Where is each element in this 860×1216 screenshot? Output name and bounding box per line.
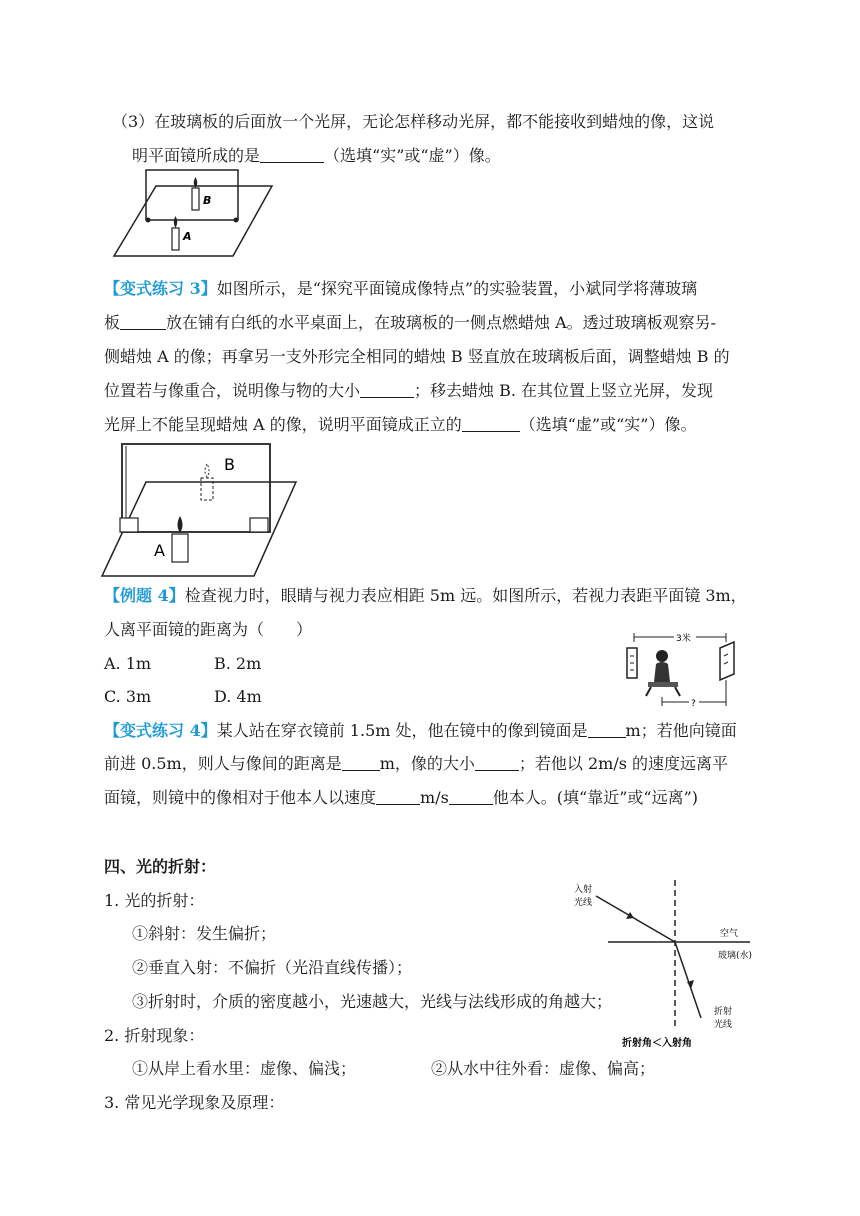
candle-b [192,188,199,210]
var4-text-3c: 他本人。(填“靠近”或“远离”) [492,788,699,807]
var3-text-2b: 放在铺有白纸的水平桌面上，在玻璃板的一侧点燃蜡烛 A。透过玻璃板观察另- [166,313,717,332]
q3-text-a: 明平面镜所成的是 [132,146,261,165]
ex4-option-a: A. 1m [104,654,152,673]
plate-stand-left [146,218,151,223]
q3-text-b: （选填“实”或“虚”）像。 [324,146,501,165]
stool-leg [646,687,651,696]
sec4-item1-1: ①斜射：发生偏折； [132,924,277,943]
sec4-item2: 2. 折射现象： [104,1026,205,1045]
stool-leg [675,687,680,696]
flame-b-image [205,464,209,477]
answer-blank [376,788,420,805]
stand-right [250,518,268,532]
ex4-option-d: D. 4m [214,687,262,706]
label-3m: 3米 [676,634,691,644]
section-title: 四、光的折射： [104,857,217,876]
var4-text-2c: ；若他以 2m/s 的速度远离平 [518,754,729,773]
sec4-item1-2: ②垂直入射：不偏折（光沿直线传播）； [132,958,413,977]
answer-blank [120,313,166,330]
var3-line3: 侧蜡烛 A 的像；再拿另一支外形完全相同的蜡烛 B 竖直放在玻璃板后面，调整蜡烛 B 的 [104,347,730,366]
var3-text-4b: ；移去蜡烛 B. 在其位置上竖立光屏，发现 [414,381,714,400]
refraction-figure [570,878,760,1050]
answer-blank [462,415,520,432]
answer-blank [588,721,626,738]
answer-blank [342,754,380,771]
ex4-tag: 【例题 4】 [104,586,185,605]
var4-line3 [104,786,698,810]
stand-left [120,518,138,532]
var3-text-4a: 位置若与像重合，说明像与物的大小 [104,381,361,400]
eye-test-figure [618,632,752,712]
refracted-ray [675,942,701,1018]
ex4-line2: 人离平面镜的距离为（ ） [104,620,313,639]
var4-text-1a: 某人站在穿衣镜前 1.5m 处，他在镜中的像到镜面是 [216,721,588,740]
incident-ray [596,896,675,942]
sec4-item1-3: ③折射时，介质的密度越小，光速越大，光线与法线形成的角越大； [132,992,613,1011]
incident-arrow [626,912,634,919]
label-incident-1: 入射 [574,885,593,895]
answer-blank [260,146,324,163]
var3-tag: 【变式练习 3】 [104,279,217,298]
answer-blank [449,788,493,805]
figure-caption: 折射角＜入射角 [622,1038,692,1049]
flame-a [174,216,178,228]
q3-line1: （3）在玻璃板的后面放一个光屏，无论怎样移动光屏，都不能接收到蜡烛的像，这说 [112,112,715,131]
var3-line4 [104,379,713,403]
label-b: B [224,455,235,474]
var4-text-3a: 面镜，则镜中的像相对于他本人以速度 [104,788,377,807]
candle-a [172,228,179,250]
sec4-item1: 1. 光的折射： [104,891,205,910]
label-incident-2: 光线 [574,898,593,908]
sec4-item3: 3. 常见光学现象及原理： [104,1093,285,1112]
var3-line5 [104,413,696,437]
mirror-experiment-figure-1 [112,166,274,262]
var3-text-5a: 光屏上不能呈现蜡烛 A 的像，说明平面镜成正立的 [104,415,462,434]
label-a: A [154,541,165,560]
answer-blank [475,754,519,771]
person-head [656,650,668,662]
label-refracted-2: 光线 [714,1020,733,1030]
var4-text-2a: 前进 0.5m，则人与像间的距离是 [104,754,342,773]
ex4-text: 检查视力时，眼睛与视力表应相距 5m 远。如图所示，若视力表距平面镜 3m， [184,586,747,605]
ex4-option-c: C. 3m [104,687,152,706]
q3-line2 [132,144,501,168]
var3-text: 如图所示，是“探究平面镜成像特点”的实验装置，小斌同学将薄玻璃 [216,279,698,298]
var4-tag: 【变式练习 4】 [104,721,217,740]
label-unknown: ? [691,699,696,709]
var3-text-2a: 板 [104,313,121,332]
var3-line2 [104,311,716,335]
ex4-option-b: B. 2m [214,654,262,673]
var3-line1 [104,277,697,301]
flame-a [178,516,183,533]
var4-line2 [104,752,728,776]
plate-stand-right [234,218,239,223]
var4-text-2b: m，像的大小 [379,754,475,773]
mirror-experiment-figure-2 [100,440,300,580]
var4-text-1b: m；若他向镜面 [625,721,737,740]
glass-plate [122,444,270,532]
label-refracted-1: 折射 [714,1007,733,1017]
sec4-item2-2: ②从水中往外看：虚像、偏高； [431,1059,656,1078]
sec4-item2-1: ①从岸上看水里：虚像、偏浅； [132,1059,357,1078]
plane-mirror [720,642,734,680]
label-glass: 玻璃(水) [718,951,753,961]
candle-a [172,534,188,562]
var4-text-3b: m/s [420,788,449,807]
answer-blank [360,381,414,398]
label-air: 空气 [720,929,739,939]
person-body [654,662,670,682]
stool [648,682,678,687]
label-a: A [183,230,192,243]
var3-text-5b: （选填“虚”或“实”）像。 [519,415,697,434]
label-b: B [203,194,212,207]
ex4-line1 [104,584,747,608]
var4-line1 [104,719,737,743]
